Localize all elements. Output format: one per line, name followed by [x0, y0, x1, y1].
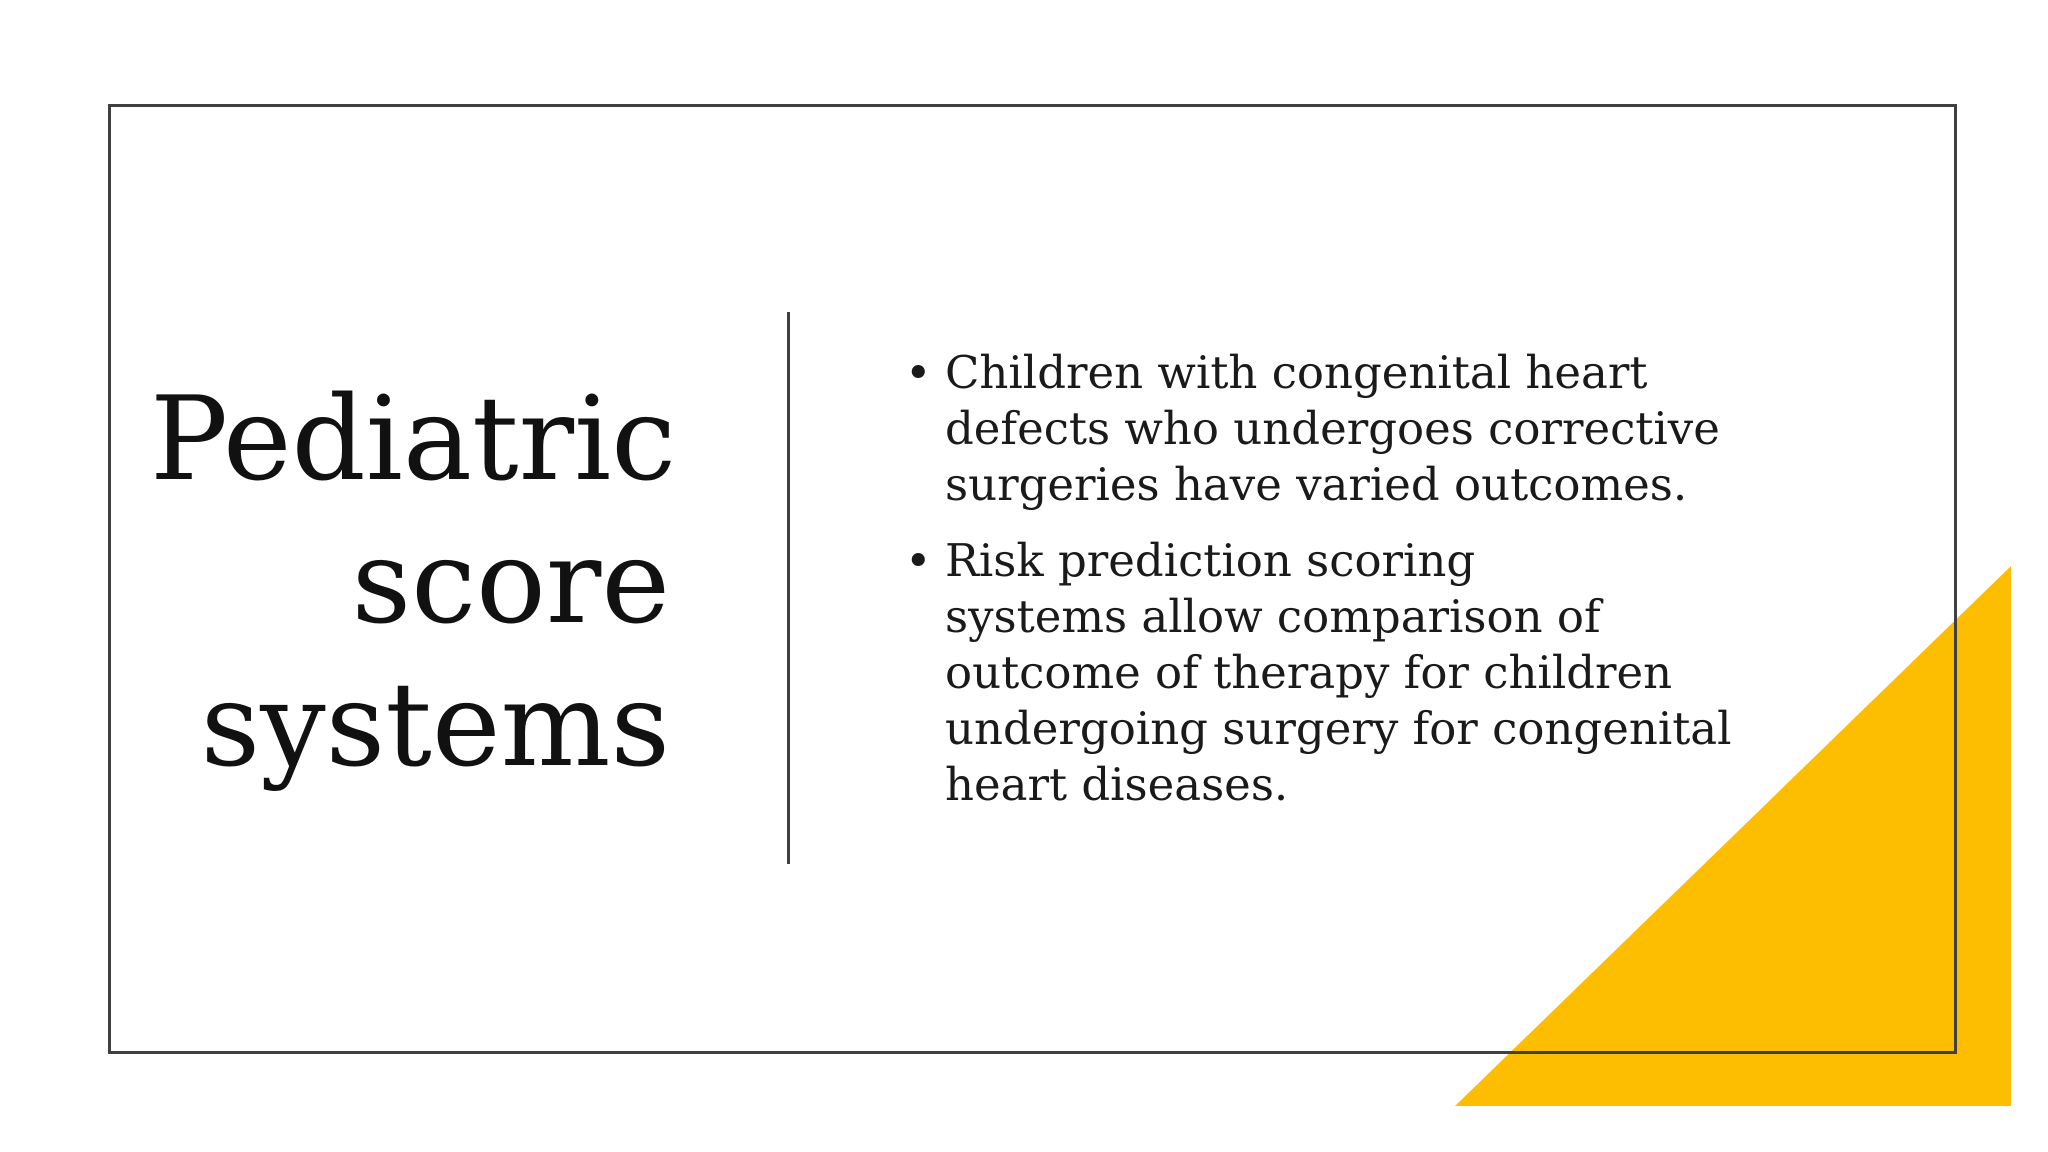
vertical-divider [787, 312, 790, 864]
title-line: score [351, 515, 670, 650]
bullet-text-line: Risk prediction scoring [945, 534, 1476, 587]
bullet-icon: • [905, 534, 932, 587]
bullet-text-line: undergoing surgery for congenital [945, 702, 1732, 755]
bullet-text-line: Children with congenital heart [945, 346, 1648, 399]
bullet-text-line: heart diseases. [945, 758, 1289, 811]
slide-title [150, 368, 677, 797]
bullet-item [905, 533, 1732, 813]
title-line: systems [200, 658, 670, 793]
bullet-item [905, 345, 1720, 513]
bullet-icon: • [905, 346, 932, 399]
bullet-text-line: systems allow comparison of [945, 590, 1601, 643]
bullet-list [905, 345, 1732, 833]
bullet-text-line: defects who undergoes corrective [945, 402, 1720, 455]
bullet-text-line: outcome of therapy for children [945, 646, 1673, 699]
title-line: Pediatric [150, 372, 677, 507]
bullet-text-line: surgeries have varied outcomes. [945, 458, 1688, 511]
